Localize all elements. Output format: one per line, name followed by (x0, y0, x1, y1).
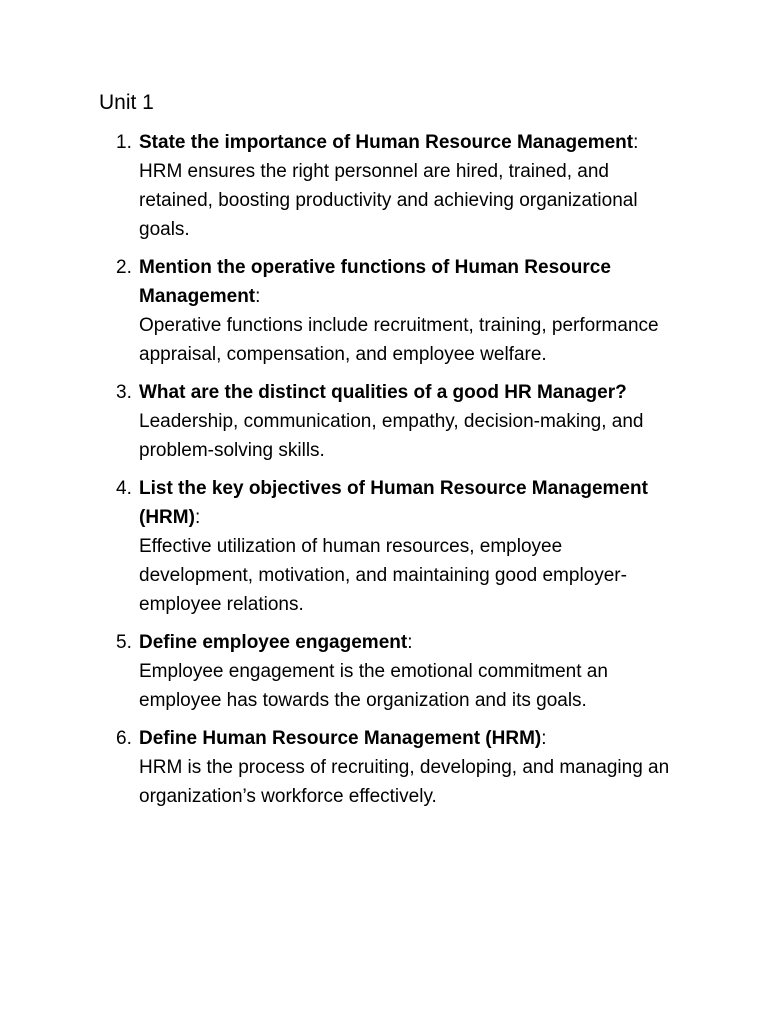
question-text: List the key objectives of Human Resource Management (HRM) (139, 478, 648, 528)
list-item (0, 253, 679, 369)
item-number: 3. (116, 382, 132, 403)
question-text: Mention the operative functions of Human Resource Management (139, 257, 611, 307)
item-number: 2. (116, 257, 132, 278)
answer-text: Employee engagement is the emotional commitment an employee has towards the organization and its goals. (139, 661, 608, 711)
unit-title: Unit 1 (99, 91, 154, 114)
answer-text: HRM ensures the right personnel are hired, trained, and retained, boosting productivity and achieving organizational goals. (139, 161, 638, 240)
question-text: What are the distinct qualities of a good HR Manager? (139, 382, 627, 403)
item-number: 5. (116, 632, 132, 653)
question-list (0, 128, 768, 820)
question-text: Define employee engagement (139, 632, 408, 653)
answer-text: HRM is the process of recruiting, developing, and managing an organization’s workforce effectively. (139, 757, 670, 807)
answer-text: Effective utilization of human resources, employee development, motivation, and maintaining good employer-employee relations. (139, 536, 627, 615)
item-number: 1. (116, 132, 132, 153)
list-item (0, 378, 679, 465)
answer-text: Operative functions include recruitment, training, performance appraisal, compensation, and employee welfare. (139, 315, 659, 365)
question-text: State the importance of Human Resource Management (139, 132, 634, 153)
item-number: 6. (116, 728, 132, 749)
list-item (0, 724, 679, 811)
question-punctuation: : (633, 132, 639, 153)
question-text: Define Human Resource Management (HRM) (139, 728, 542, 749)
answer-text: Leadership, communication, empathy, decision-making, and problem-solving skills. (139, 411, 644, 461)
list-item (0, 474, 679, 619)
question-punctuation: : (255, 286, 261, 307)
question-punctuation: : (194, 507, 201, 528)
list-item (0, 628, 679, 715)
list-item (0, 128, 679, 244)
question-punctuation: : (407, 632, 413, 653)
question-punctuation: : (541, 728, 547, 749)
item-number: 4. (116, 478, 132, 499)
